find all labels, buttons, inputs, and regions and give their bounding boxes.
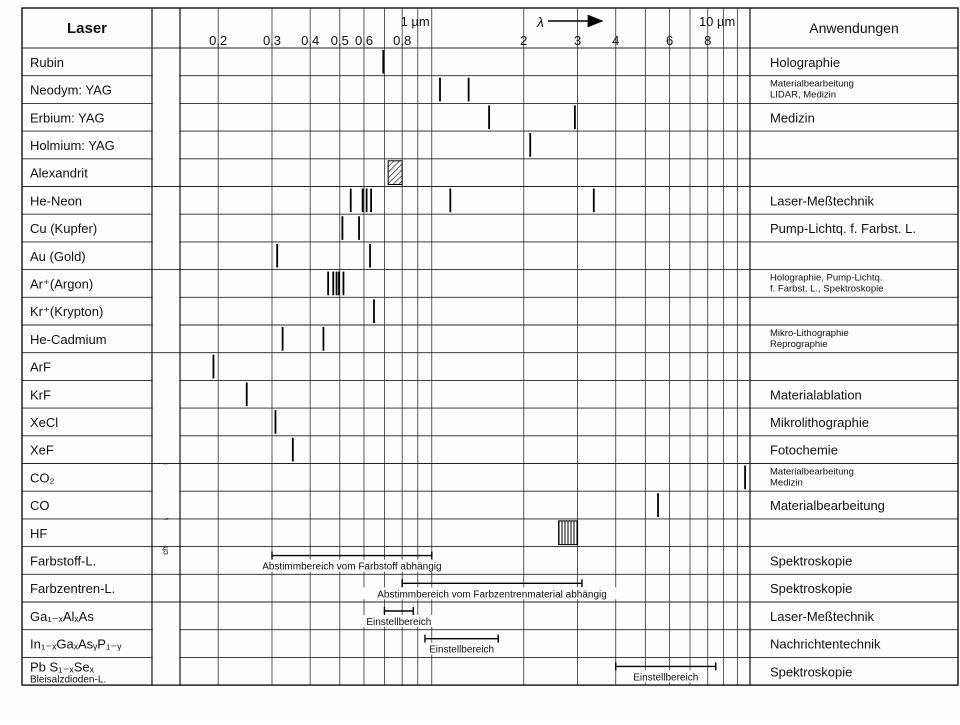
tick-label: 0,3 bbox=[262, 33, 282, 48]
application-text: Laser-Meßtechnik bbox=[770, 193, 875, 209]
group-cell bbox=[153, 603, 179, 685]
group-cell bbox=[153, 49, 179, 186]
range-label: Abstimmbereich vom Farbzentrenmaterial abhängig bbox=[377, 589, 607, 601]
header-applications: Anwendungen bbox=[809, 20, 899, 36]
header-laser: Laser bbox=[66, 20, 108, 37]
laser-name: ArF bbox=[30, 359, 51, 375]
tick-label: 0,5 bbox=[330, 33, 349, 48]
tick-label: 0,8 bbox=[393, 33, 412, 48]
application-text: Spektroskopie bbox=[770, 581, 853, 597]
laser-sublabel: Bleisalzdioden-L. bbox=[30, 674, 107, 686]
application-text: Nachrichtentechnik bbox=[770, 636, 881, 652]
laser-name: XeF bbox=[30, 442, 54, 458]
application-text: Pump-Lichtq. f. Farbst. L. bbox=[770, 221, 916, 237]
tick-label: 1 µm bbox=[400, 14, 430, 29]
tick-label: 6 bbox=[665, 33, 674, 48]
application-text: Mikrolithographie bbox=[770, 414, 869, 430]
laser-name: Farbstoff-L. bbox=[30, 553, 97, 569]
laser-name: Ga₁₋ₓAlₓAs bbox=[30, 608, 94, 624]
laser-name: Kr⁺(Krypton) bbox=[30, 304, 104, 320]
laser-name: Holmium: YAG bbox=[30, 137, 115, 153]
laser-name: Rubin bbox=[30, 54, 64, 70]
laser-name: CO₂ bbox=[30, 470, 55, 486]
application-text: Fotochemie bbox=[770, 442, 838, 458]
laser-name: Cu (Kupfer) bbox=[30, 221, 98, 237]
laser-name: Erbium: YAG bbox=[30, 110, 105, 126]
laser-name: XeCl bbox=[30, 414, 59, 430]
application-text: Medizin bbox=[770, 110, 815, 126]
tick-label: 0,2 bbox=[209, 33, 228, 48]
application-text: Spektroskopie bbox=[770, 553, 853, 569]
laser-name: He-Neon bbox=[30, 193, 83, 209]
application-text: Holographie, Pump-Lichtq. bbox=[770, 272, 883, 284]
application-text: Laser-Meßtechnik bbox=[770, 608, 875, 624]
lambda-symbol: λ bbox=[537, 14, 544, 30]
application-text: Reprographie bbox=[770, 339, 828, 350]
laser-name: CO bbox=[30, 498, 50, 514]
laser-name: He-Cadmium bbox=[30, 331, 107, 347]
application-text: Materialbearbeitung bbox=[770, 498, 885, 514]
wavelength-band bbox=[388, 161, 402, 185]
application-text: Spektroskopie bbox=[770, 664, 853, 680]
laser-name: Alexandrit bbox=[30, 165, 88, 181]
group-cell bbox=[153, 354, 179, 463]
tick-label: 4 bbox=[612, 33, 620, 48]
laser-name: Pb S₁₋ₓSeₓ bbox=[30, 659, 94, 675]
range-label: Einstellbereich bbox=[429, 644, 495, 656]
range-label: Einstellbereich bbox=[366, 617, 432, 628]
group-cell bbox=[153, 464, 179, 518]
tick-label: 3 bbox=[573, 33, 582, 48]
laser-name: Ar⁺(Argon) bbox=[30, 276, 94, 292]
tick-label: 0,6 bbox=[354, 33, 374, 48]
group-cell bbox=[153, 270, 179, 352]
application-text: Materialbearbeitung bbox=[770, 466, 854, 478]
laser-name: Au (Gold) bbox=[30, 248, 86, 264]
laser-name: In₁₋ₓGaₓAsᵧP₁₋ᵧ bbox=[30, 636, 122, 652]
range-label: Einstellbereich bbox=[633, 672, 699, 684]
application-text: Holographie bbox=[770, 54, 841, 70]
tick-label: 10 µm bbox=[698, 14, 736, 29]
range-label: Abstimmbereich vom Farbstoff abhängig bbox=[262, 561, 442, 573]
tick-label: 2 bbox=[520, 33, 528, 48]
wavelength-band bbox=[559, 521, 578, 545]
tick-label: 8 bbox=[704, 33, 712, 48]
application-text: Medizin bbox=[770, 477, 803, 489]
laser-name: KrF bbox=[30, 387, 51, 403]
application-text: f. Farbst. L., Spektroskopie bbox=[770, 283, 884, 295]
laser-name: Neodym: YAG bbox=[30, 82, 112, 98]
application-text: Materialbearbeitung bbox=[770, 78, 854, 90]
application-text: Mikro-Lithographie bbox=[770, 328, 849, 339]
tick-label: 0,4 bbox=[301, 33, 320, 48]
laser-name: Farbzentren-L. bbox=[30, 581, 116, 597]
laser-name: HF bbox=[30, 525, 48, 541]
group-cell bbox=[153, 520, 179, 546]
application-text: Materialablation bbox=[770, 387, 862, 403]
application-text: LIDAR, Medizin bbox=[770, 89, 836, 101]
group-cell bbox=[153, 187, 179, 268]
